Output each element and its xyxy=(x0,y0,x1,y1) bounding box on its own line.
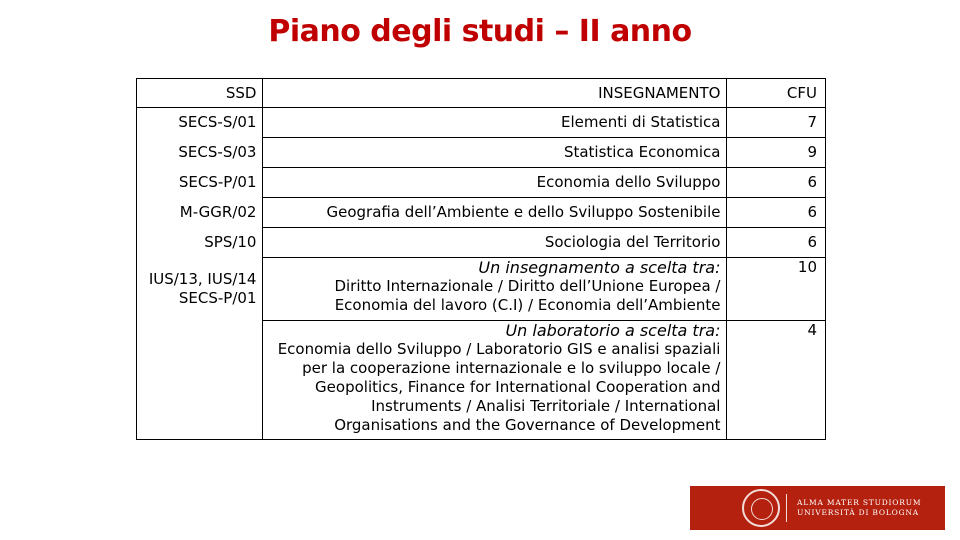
page-title: Piano degli studi – II anno xyxy=(268,14,692,49)
course-cell xyxy=(263,258,727,321)
course-cell xyxy=(263,321,727,440)
university-seal-icon xyxy=(742,489,780,527)
cfu-cell: 4 xyxy=(727,321,826,440)
table-row xyxy=(137,168,826,198)
ssd-line: SECS-P/01 xyxy=(178,289,257,307)
logo-line: UNIVERSITÀ DI BOLOGNA xyxy=(797,508,919,517)
cfu-cell: 7 xyxy=(727,108,826,138)
ssd-cell: SECS-S/03 xyxy=(137,138,263,168)
logo-line: ALMA MATER STUDIORUM xyxy=(797,498,922,507)
university-logo xyxy=(690,486,945,530)
table-row xyxy=(137,138,826,168)
cfu-cell: 9 xyxy=(727,138,826,168)
elective-course-row xyxy=(137,258,826,321)
course-cell: Statistica Economica xyxy=(263,138,727,168)
course-cell: Sociologia del Territorio xyxy=(263,228,727,258)
ssd-line: IUS/13, IUS/14 xyxy=(148,270,257,288)
table-header-row xyxy=(137,79,826,108)
ssd-cell xyxy=(137,258,263,321)
study-plan-table xyxy=(136,78,826,440)
ssd-cell: SPS/10 xyxy=(137,228,263,258)
header-insegnamento: INSEGNAMENTO xyxy=(263,79,727,108)
elective-option-line: Geopolitics, Finance for International Cooperation and xyxy=(315,378,721,396)
logo-divider xyxy=(786,494,787,522)
cfu-cell: 6 xyxy=(727,168,826,198)
elective-option-line: Diritto Internazionale / Diritto dell’Unione Europea / xyxy=(334,277,721,295)
course-cell: Geografia dell’Ambiente e dello Sviluppo Sostenibile xyxy=(263,198,727,228)
elective-heading: Un insegnamento a scelta tra: xyxy=(478,258,721,277)
logo-text xyxy=(797,498,921,518)
cfu-cell: 6 xyxy=(727,228,826,258)
cfu-cell: 10 xyxy=(727,258,826,321)
elective-option-line: Economia del lavoro (C.I) / Economia dell’Ambiente xyxy=(334,296,721,314)
header-cfu: CFU xyxy=(727,79,826,108)
course-cell: Economia dello Sviluppo xyxy=(263,168,727,198)
elective-option-line: Instruments / Analisi Territoriale / International xyxy=(371,397,721,415)
elective-option-line: per la cooperazione internazionale e lo sviluppo locale / xyxy=(302,359,721,377)
elective-option-line: Organisations and the Governance of Development xyxy=(334,416,721,434)
elective-option-line: Economia dello Sviluppo / Laboratorio GIS e analisi spaziali xyxy=(277,340,721,358)
elective-heading: Un laboratorio a scelta tra: xyxy=(505,321,721,340)
header-ssd: SSD xyxy=(137,79,263,108)
ssd-cell: SECS-P/01 xyxy=(137,168,263,198)
ssd-cell-empty xyxy=(137,321,263,440)
table-row xyxy=(137,198,826,228)
course-cell: Elementi di Statistica xyxy=(263,108,727,138)
ssd-cell: M-GGR/02 xyxy=(137,198,263,228)
table-row xyxy=(137,108,826,138)
table-row xyxy=(137,228,826,258)
cfu-cell: 6 xyxy=(727,198,826,228)
ssd-cell: SECS-S/01 xyxy=(137,108,263,138)
elective-lab-row xyxy=(137,321,826,440)
